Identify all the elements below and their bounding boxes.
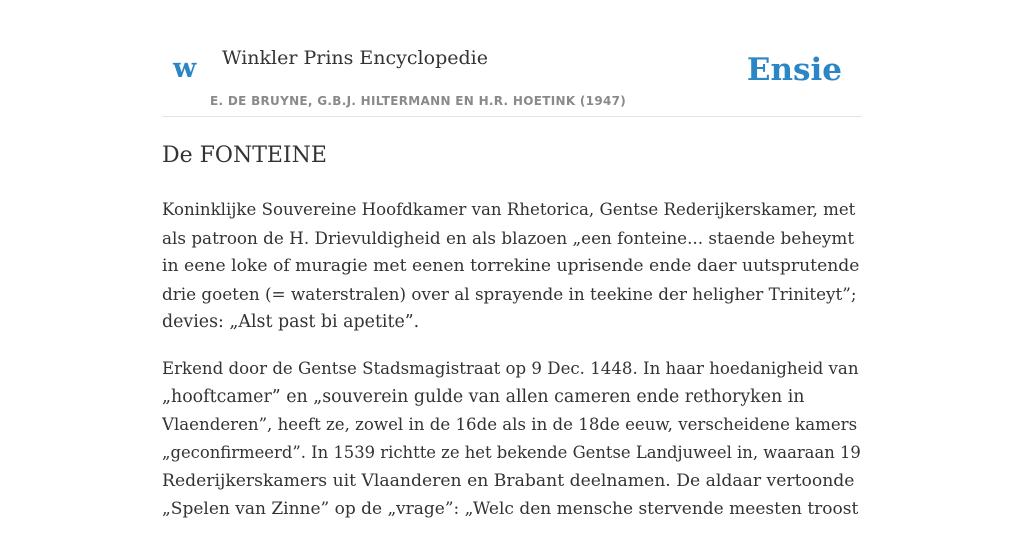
book-authors: E. DE BRUYNE, G.B.J. HILTERMANN EN H.R. HOETINK (1947) xyxy=(210,94,627,108)
text-line: Erkend door de Gentse Stadsmagistraat op 9 Dec. 1448. In haar hoedanigheid van xyxy=(162,359,859,378)
text-line: drie goeten (= waterstralen) over al sprayende in teekine der heligher Triniteyt”; xyxy=(162,284,857,304)
text-line: als patroon de H. Drievuldigheid en als blazoen „een fonteine... staende beheymt xyxy=(162,228,855,248)
text-line: „hooftcamer” en „souverein gulde van allen cameren ende rethoryken in xyxy=(162,387,805,407)
entry-content xyxy=(162,196,862,523)
book-title-link[interactable]: Winkler Prins Encyclopedie xyxy=(222,47,488,69)
paragraph xyxy=(162,196,862,336)
text-line: „geconfirmeerd”. In 1539 richtte ze het bekende Gentse Landjuweel in, waaraan 19 xyxy=(162,443,861,462)
text-line: devies: „Alst past bi apetite”. xyxy=(162,312,420,332)
page xyxy=(162,0,862,542)
text-line: in eene loke of muragie met eenen torrekine uprisende ende daer uutsprutende xyxy=(162,256,860,276)
text-line: Vlaenderen”, heeft ze, zowel in de 16de als in de 18de eeuw, verscheidene kamers xyxy=(162,415,858,434)
text-line: Rederijkerskamers uit Vlaanderen en Brabant deelnamen. De aldaar vertoonde xyxy=(162,471,855,491)
book-header xyxy=(162,0,862,117)
text-line: „Spelen van Zinne” op de „vrage”: „Welc den mensche stervende meesten troost xyxy=(162,499,859,519)
entry-title: De FONTEINE xyxy=(162,143,327,168)
winkler-prins-logo[interactable]: w xyxy=(173,53,197,84)
paragraph xyxy=(162,355,862,523)
ensie-logo[interactable]: Ensie xyxy=(746,52,842,88)
text-line: Koninklijke Souvereine Hoofdkamer van Rhetorica, Gentse Rederijkerskamer, met xyxy=(162,200,856,219)
